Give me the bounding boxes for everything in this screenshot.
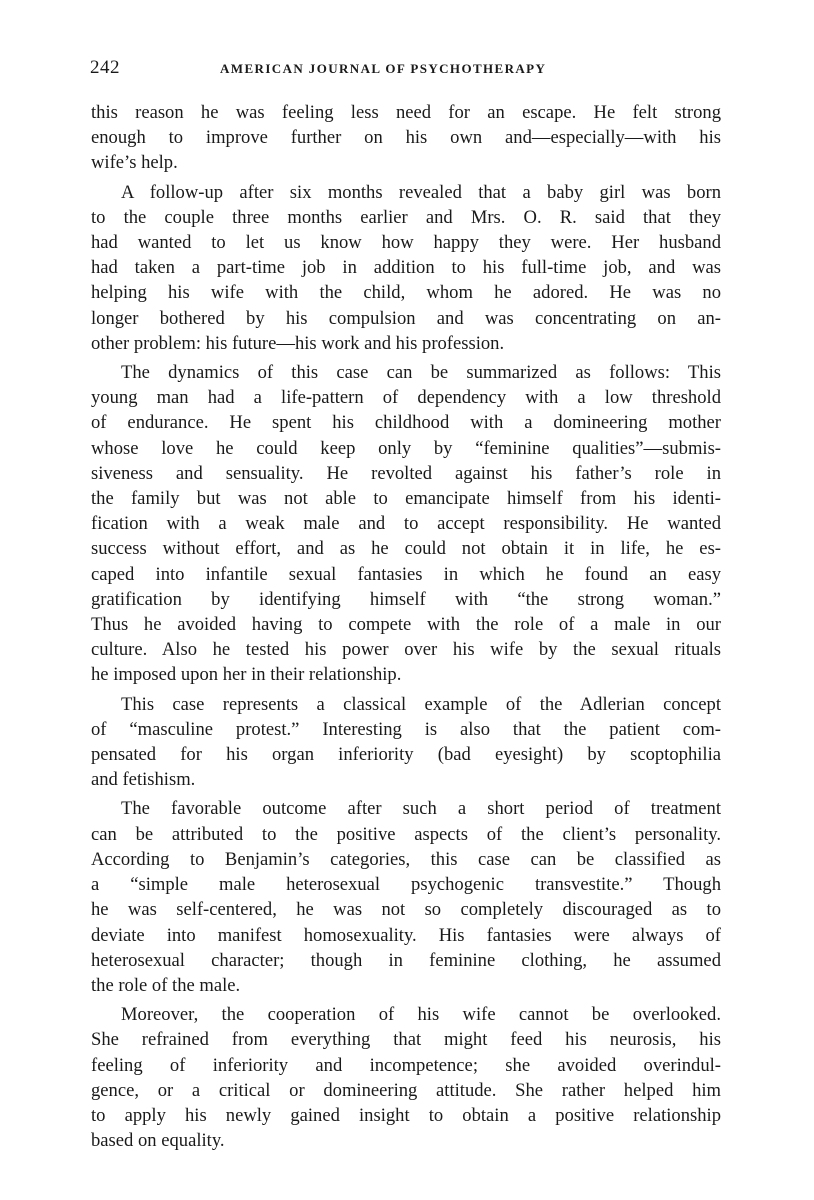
- text-line: enough to improve further on his own and—especially—with his: [91, 127, 721, 149]
- text-line: The dynamics of this case can be summarized as follows: This: [121, 362, 721, 384]
- text-line: feeling of inferiority and incompetence; she avoided overindul-: [91, 1054, 721, 1076]
- text-line: This case represents a classical example of the Adlerian concept: [121, 693, 721, 715]
- text-line: caped into infantile sexual fantasies in which he found an easy: [91, 563, 721, 585]
- text-line: success without effort, and as he could not obtain it in life, he es-: [91, 538, 721, 560]
- text-line: had taken a part-time job in addition to his full-time job, and was: [91, 257, 721, 279]
- text-line: young man had a life-pattern of dependency with a low threshold: [91, 387, 721, 409]
- text-line: gence, or a critical or domineering attitude. She rather helped him: [91, 1079, 721, 1101]
- text-line: based on equality.: [91, 1130, 225, 1152]
- text-line: deviate into manifest homosexuality. His fantasies were always of: [91, 924, 721, 946]
- text-line: of “masculine protest.” Interesting is also that the patient com-: [91, 718, 721, 740]
- text-line: to apply his newly gained insight to obtain a positive relationship: [91, 1104, 721, 1126]
- text-line: siveness and sensuality. He revolted against his father’s role in: [91, 462, 721, 484]
- text-line: a “simple male heterosexual psychogenic transvestite.” Though: [91, 874, 721, 896]
- text-line: he imposed upon her in their relationship.: [91, 664, 402, 686]
- text-line: fication with a weak male and to accept responsibility. He wanted: [91, 513, 721, 535]
- text-line: the family but was not able to emancipate himself from his identi-: [91, 488, 721, 510]
- text-line: longer bothered by his compulsion and was concentrating on an-: [91, 307, 721, 329]
- text-line: gratification by identifying himself with “the strong woman.”: [91, 588, 721, 610]
- text-line: of endurance. He spent his childhood with a domineering mother: [91, 412, 721, 434]
- text-line: other problem: his future—his work and his profession.: [91, 332, 505, 354]
- text-line: culture. Also he tested his power over his wife by the sexual rituals: [91, 639, 721, 661]
- running-head: AMERICAN JOURNAL OF PSYCHOTHERAPY: [220, 61, 547, 76]
- article-body: [91, 100, 721, 1157]
- text-line: can be attributed to the positive aspects of the client’s personality.: [91, 823, 721, 845]
- paragraph: [91, 1002, 721, 1153]
- paragraph: [91, 180, 721, 356]
- text-line: She refrained from everything that might feed his neurosis, his: [91, 1029, 721, 1051]
- text-line: Thus he avoided having to compete with the role of a male in our: [91, 614, 721, 636]
- paragraph: [91, 100, 721, 176]
- text-line: Moreover, the cooperation of his wife cannot be overlooked.: [121, 1004, 721, 1026]
- paragraph: [91, 360, 721, 688]
- text-line: the role of the male.: [91, 974, 241, 996]
- text-line: and fetishism.: [91, 769, 196, 791]
- text-line: A follow-up after six months revealed that a baby girl was born: [121, 181, 721, 203]
- text-line: pensated for his organ inferiority (bad eyesight) by scoptophilia: [91, 744, 721, 766]
- text-line: had wanted to let us know how happy they were. Her husband: [91, 232, 721, 254]
- text-line: to the couple three months earlier and Mrs. O. R. said that they: [91, 206, 721, 228]
- text-line: heterosexual character; though in feminine clothing, he assumed: [91, 949, 721, 971]
- text-line: wife’s help.: [91, 152, 178, 174]
- page-header: [90, 57, 720, 81]
- page-number: 242: [90, 57, 120, 78]
- text-line: The favorable outcome after such a short period of treatment: [121, 798, 721, 820]
- text-line: whose love he could keep only by “feminine qualities”—submis-: [91, 437, 721, 459]
- text-line: helping his wife with the child, whom he adored. He was no: [91, 282, 721, 304]
- paragraph: [91, 692, 721, 793]
- text-line: According to Benjamin’s categories, this case can be classified as: [91, 848, 721, 870]
- paragraph: [91, 796, 721, 998]
- text-line: he was self-centered, he was not so completely discouraged as to: [91, 899, 721, 921]
- text-line: this reason he was feeling less need for an escape. He felt strong: [91, 102, 721, 123]
